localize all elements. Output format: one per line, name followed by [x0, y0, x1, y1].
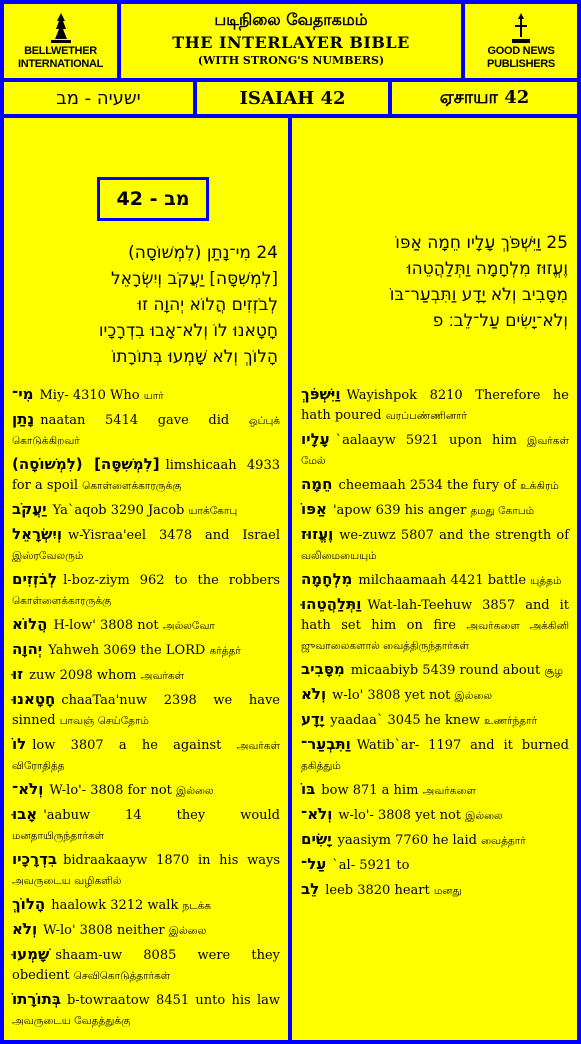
word-gloss: Yahweh 3069 the LORD [48, 643, 206, 658]
tamil-gloss: கொள்ளைக்காரருக்கு [82, 480, 182, 492]
left-verse-line: הָלוֹךְ וְלֹא שָׁמְעוּ בְּתוֹרָתוֹ [111, 347, 278, 367]
header-tamil-text: ஏசாயா 42 [439, 86, 530, 108]
tamil-gloss: யார் [143, 390, 164, 402]
word-gloss: b-towraatow 8451 unto his law [66, 993, 280, 1008]
hebrew-word: לְבֹזְזִים [12, 570, 58, 588]
word-gloss: w-lo' 3808 yet not [332, 688, 451, 703]
hebrew-word: לוֹ [12, 735, 27, 753]
tamil-gloss: தமது கோபம் [470, 505, 535, 517]
word-entry [301, 474, 569, 496]
tamil-gloss: யுத்தம் [530, 575, 562, 587]
header-hebrew-book [4, 82, 193, 114]
hebrew-word: בְּתוֹרָתוֹ [12, 990, 61, 1008]
hebrew-word: מִלְחָמָה [301, 570, 353, 588]
hebrew-word: לֵב [301, 880, 320, 898]
word-gloss: 'apow 639 his anger [332, 503, 467, 518]
word-entry [12, 894, 280, 916]
tamil-gloss: அவருடைய வழிகளில் [12, 875, 122, 887]
chapter-box [97, 177, 209, 221]
word-gloss: milchaamaah 4421 battle [358, 573, 527, 588]
hebrew-word: חֵמָה [301, 475, 333, 493]
word-entry [301, 524, 569, 566]
tamil-gloss: அவர்கள் [140, 670, 185, 682]
tamil-gloss: அவருடைய வேதத்துக்கு [12, 1015, 131, 1027]
word-gloss: w-lo'- 3808 yet not [338, 808, 462, 823]
word-gloss: shaam-uw 8085 were they obedient [12, 948, 280, 983]
word-entry [301, 384, 569, 426]
tamil-gloss: யாக்கோபு [188, 505, 238, 517]
word-gloss: l-boz-ziym 962 to the robbers [63, 573, 280, 588]
word-entry [12, 524, 280, 566]
word-entry [12, 409, 280, 451]
hebrew-word: וַתִּבְעַר־ [301, 735, 351, 753]
word-gloss: Watib`ar- 1197 and it burned [356, 738, 569, 753]
word-gloss: micaabiyb 5439 round about [350, 663, 541, 678]
hebrew-word: בִדְרָכָיו [12, 850, 58, 868]
word-gloss: `aalaayw 5921 upon him [335, 433, 517, 448]
logo-left [4, 4, 117, 78]
hebrew-word: עָלָיו [301, 430, 330, 448]
tamil-gloss: உக்கிரம் [520, 480, 559, 492]
word-entry [301, 429, 569, 471]
tamil-gloss: ஒப்புக் கொடுக்கிறவர் [12, 415, 280, 447]
title-subtitle: (WITH STRONG'S NUMBERS) [197, 54, 385, 67]
tamil-gloss: உணர்ந்தார் [484, 715, 538, 727]
word-entry [12, 614, 280, 636]
word-entry [301, 569, 569, 591]
word-entry [301, 854, 569, 876]
word-entry [12, 944, 280, 986]
left-verse-line: [לִמְשִׁסָּה] יַעֲקֹב וְיִשְׂרָאֵל [110, 269, 278, 289]
hebrew-word: נָתַן [12, 410, 35, 428]
title-banner [121, 4, 461, 78]
word-gloss: w-Yisraa'eel 3478 and Israel [67, 528, 280, 543]
word-entry [301, 709, 569, 731]
right-verse-line: וֶעֱזוּז מִלְחָמָה וַתְּלַהֲטֵהוּ [407, 259, 568, 279]
hebrew-word: אָבוּ [12, 805, 38, 823]
hebrew-word: אַפּוֹ [301, 500, 327, 518]
hebrew-word: יְהוָה [12, 640, 43, 658]
logo-right-text: GOOD NEWS PUBLISHERS [487, 45, 555, 70]
right-verse-line: 25 וַיִּשְׁפֹּךְ עָלָיו חֵמָה אַפּוֹ [395, 233, 568, 253]
word-entry [12, 849, 280, 891]
word-entry [12, 454, 280, 496]
tamil-gloss: மனது [433, 885, 462, 897]
tamil-gloss: கொள்ளைக்காரருக்கு [12, 595, 112, 607]
word-gloss: leeb 3820 heart [325, 883, 430, 898]
word-gloss: cheemaah 2534 the fury of [338, 478, 516, 493]
left-verse-line: חָטָאנוּ לוֹ וְלֹא־אָבוּ בִדְרָכָיו [98, 321, 278, 341]
tamil-gloss: கர்த்தர் [209, 645, 241, 657]
left-verse [14, 240, 278, 370]
right-verse-line: וְלֹא־יָשִׂים עַל־לֵב׃ פ [432, 311, 568, 331]
tamil-gloss: நடக்க [182, 900, 211, 912]
word-entry [301, 804, 569, 826]
left-verse-line: 24 מִי־נָתַן (לִמְשׁוֹסָה) [128, 243, 278, 263]
tamil-gloss: பாவஞ் செய்தோம் [59, 715, 149, 727]
hebrew-word: וְיִשְׂרָאֵל [12, 525, 62, 543]
tamil-gloss: இல்லை [454, 690, 493, 702]
tamil-gloss: இஸ்ரவேலரும் [12, 550, 84, 562]
hebrew-word: הָלוֹךְ [12, 895, 46, 913]
tamil-gloss: மனதாயிருந்தார்கள் [12, 830, 105, 842]
word-entry [12, 499, 280, 521]
word-gloss: `al- 5921 to [332, 858, 410, 873]
word-entry [301, 779, 569, 801]
word-gloss: limshicaah 4933 for a spoil [12, 458, 280, 493]
hebrew-word: וְלֹא־ [12, 780, 44, 798]
word-entry [12, 804, 280, 846]
word-entry [12, 689, 280, 731]
right-verse [300, 230, 568, 334]
word-gloss: low 3807 a he against [32, 738, 222, 753]
hebrew-word: וֶעֱזוּז [301, 525, 334, 543]
hebrew-word: יָדָע [301, 710, 325, 728]
hebrew-word: בּוֹ [301, 780, 316, 798]
word-entry [301, 829, 569, 851]
tamil-gloss: வலிமையையும் [301, 550, 377, 562]
tamil-gloss: வரப்பண்ணினார் [385, 410, 467, 422]
right-word-list [301, 384, 569, 901]
word-gloss: 'aabuw 14 they would [43, 808, 280, 823]
right-verse-line: מִסָּבִיב וְלֹא יָדָע וַתִּבְעַר־בּוֹ [389, 285, 568, 305]
hebrew-word: וְלֹא [301, 685, 327, 703]
hebrew-word: וְלֹא [12, 920, 38, 938]
title-tamil: படிநிலை வேதாகமம் [214, 10, 368, 29]
hebrew-word: זוּ [12, 665, 24, 683]
word-gloss: yaasiym 7760 he laid [337, 833, 477, 848]
tamil-gloss: தகித்தும் [301, 760, 341, 772]
word-gloss: yaadaa` 3045 he knew [330, 713, 481, 728]
hebrew-word: שָׁמְעוּ [12, 945, 50, 963]
word-gloss: bidraakaayw 1870 in his ways [63, 853, 280, 868]
hebrew-word: יָשִׂים [301, 830, 332, 848]
word-entry [301, 879, 569, 901]
hebrew-word: הֲלוֹא [12, 615, 48, 633]
logo-right [465, 4, 577, 78]
word-gloss: H-low' 3808 not [53, 618, 159, 633]
good-news-logo-icon [508, 11, 534, 45]
tamil-gloss: இல்லை [176, 785, 214, 797]
title-english: THE INTERLAYER BIBLE [172, 33, 410, 52]
bellwether-logo-icon [48, 11, 74, 45]
hebrew-word: וַיִּשְׁפֹּךְ [301, 385, 341, 403]
word-gloss: haalowk 3212 walk [51, 898, 179, 913]
hebrew-word: יַעֲקֹב [12, 500, 47, 518]
word-entry [301, 659, 569, 681]
word-entry [301, 594, 569, 656]
left-word-list [12, 384, 280, 1031]
word-entry [12, 664, 280, 686]
hebrew-word: וַתְּלַהֲטֵהוּ [301, 595, 362, 613]
header-hebrew-text: ישעיה - מב [56, 87, 141, 109]
left-verse-line: לְבֹזְזִים הֲלוֹא יְהוָה זוּ [137, 295, 278, 315]
word-gloss: Wayishpok 8210 Therefore he hath poured [301, 388, 569, 423]
word-entry [12, 734, 280, 776]
tamil-gloss: அவர்களை [422, 785, 476, 797]
word-gloss: naatan 5414 gave did [40, 413, 230, 428]
word-gloss: we-zuwz 5807 and the strength of [339, 528, 569, 543]
tamil-gloss: இவர்கள் மேல் [301, 435, 569, 467]
word-entry [12, 384, 280, 406]
word-entry [301, 499, 569, 521]
tamil-gloss: அவர்களை அக்கினி ஜுவாலைகளால் வைத்திருந்தார்கள் [301, 620, 569, 652]
word-gloss: W-lo'- 3808 for not [49, 783, 172, 798]
header-english-book [197, 82, 388, 114]
header-tamil-book [392, 82, 577, 114]
tamil-gloss: சூழ [544, 665, 563, 677]
word-entry [12, 989, 280, 1031]
word-gloss: zuw 2098 whom [29, 668, 137, 683]
word-gloss: W-lo' 3808 neither [43, 923, 165, 938]
word-entry [12, 639, 280, 661]
tamil-gloss: செவிகொடுத்தார்கள் [73, 970, 171, 982]
tamil-gloss: இல்லை [465, 810, 503, 822]
word-entry [12, 779, 280, 801]
word-gloss: bow 871 a him [321, 783, 419, 798]
word-entry [301, 734, 569, 776]
chapter-box-text: מב - 42 [116, 188, 190, 210]
hebrew-word: עַל־ [301, 855, 327, 873]
word-entry [12, 919, 280, 941]
tamil-gloss: வைத்தார் [481, 835, 526, 847]
hebrew-word: מִי־ [12, 385, 34, 403]
header-english-text: ISAIAH 42 [239, 87, 346, 109]
word-entry [301, 684, 569, 706]
logo-left-text: BELLWETHER INTERNATIONAL [17, 45, 104, 70]
hebrew-word: מִסָּבִיב [301, 660, 345, 678]
tamil-gloss: அவர்கள் விரோதித்த [12, 740, 280, 772]
tamil-gloss: அல்லவோ [162, 620, 215, 632]
word-gloss: Miy- 4310 Who [39, 388, 140, 403]
word-entry [12, 569, 280, 611]
tamil-gloss: இல்லை [168, 925, 207, 937]
word-gloss: Ya`aqob 3290 Jacob [52, 503, 185, 518]
hebrew-word: [לִמְשִׁסָּה] (לִמְשׁוֹסָה) [12, 455, 160, 473]
word-gloss: chaaTaa'nuw 2398 we have sinned [12, 693, 280, 728]
hebrew-word: וְלֹא־ [301, 805, 333, 823]
hebrew-word: חָטָאנוּ [12, 690, 56, 708]
word-gloss: Wat-lah-Teehuw 3857 and it hath set him on fire [301, 598, 569, 633]
